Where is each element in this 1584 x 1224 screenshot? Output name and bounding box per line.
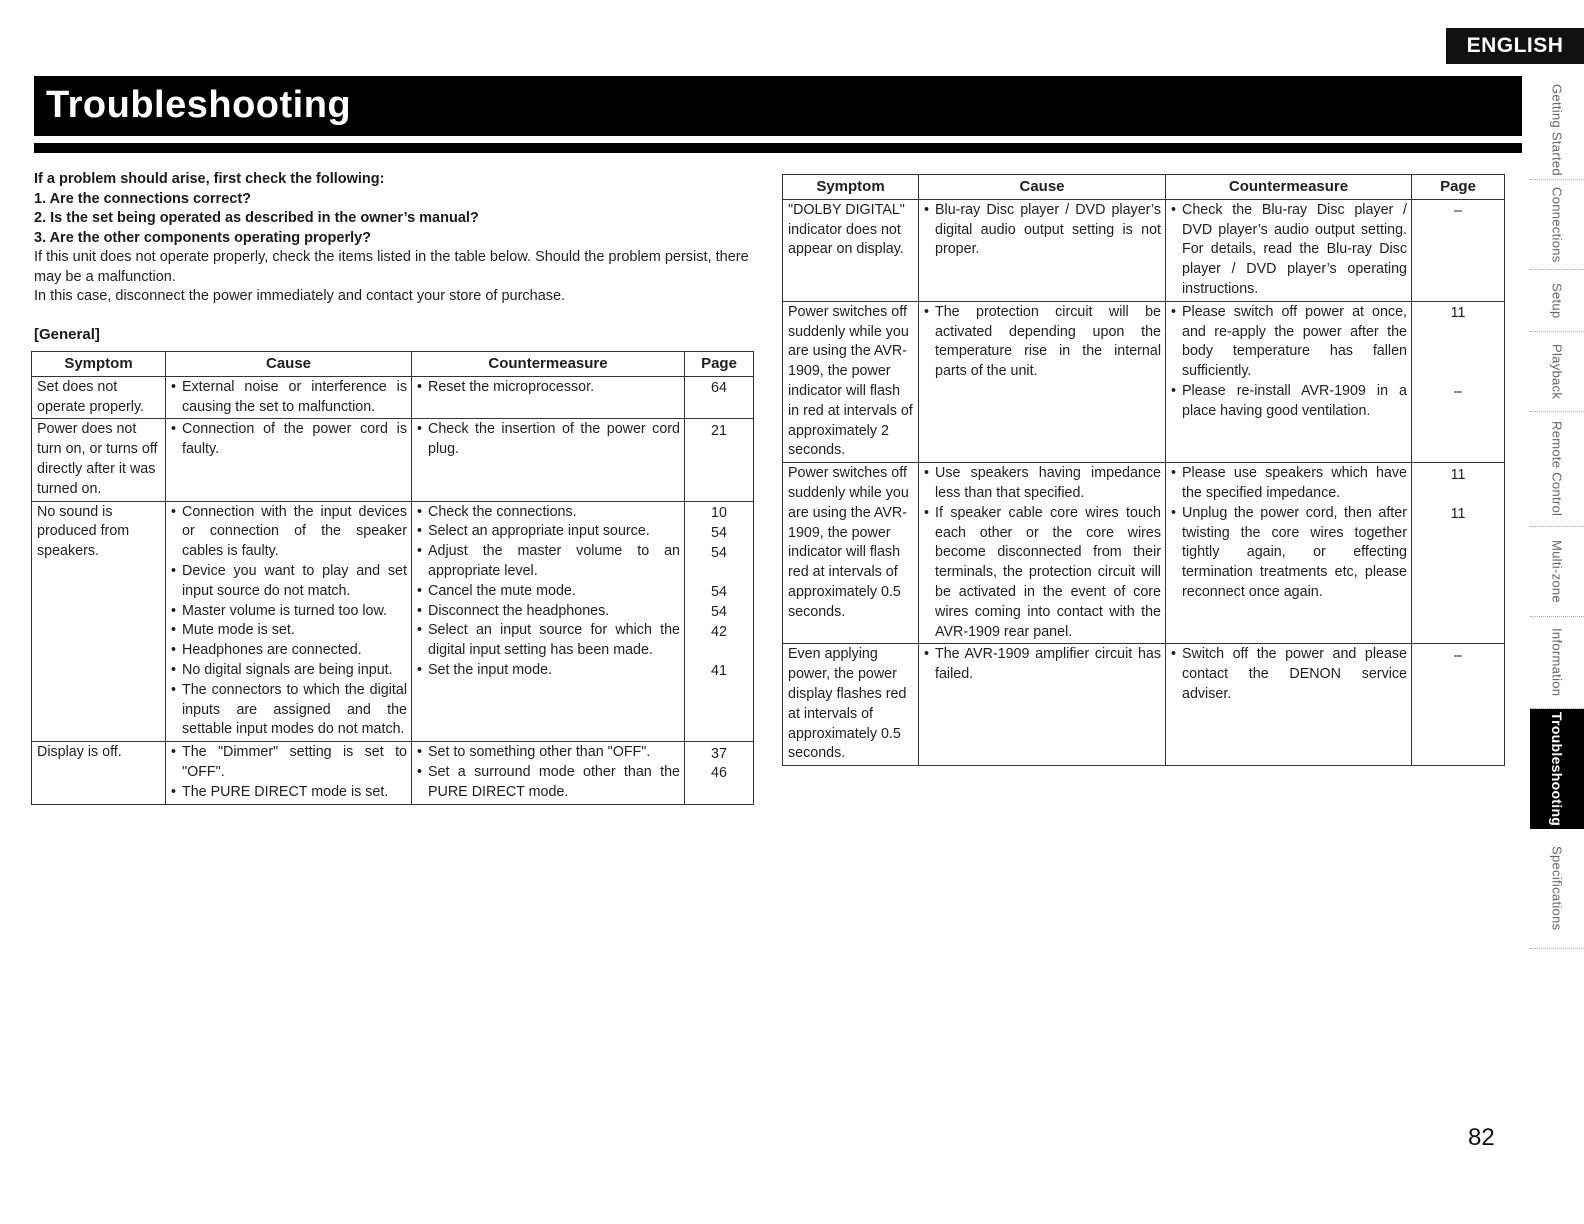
countermeasure-cell (412, 742, 685, 804)
page-cell (685, 501, 754, 742)
countermeasure-item: • Check the insertion of the power cord plug. (417, 420, 680, 460)
cause-cell (919, 463, 1166, 644)
nav-tab-specifications[interactable] (1530, 829, 1584, 949)
symptom-cell: Display is off. (32, 742, 166, 804)
cause-item: • Blu-ray Disc player / DVD player’s digital audio output setting is not proper. (924, 201, 1161, 260)
page-ref: – (1454, 384, 1462, 401)
cause-item: • Use speakers having impedance less than that specified. (924, 464, 1161, 504)
nav-tab-information[interactable] (1530, 617, 1584, 709)
page-ref: 11 (1450, 506, 1466, 523)
nav-tab-label: Setup (1549, 282, 1565, 319)
nav-tab-multi-zone[interactable] (1530, 527, 1584, 617)
page-ref: 42 (711, 623, 727, 640)
cause-item: • Master volume is turned too low. (171, 602, 407, 622)
page-ref: 21 (711, 422, 727, 439)
general-troubleshooting-table (31, 351, 754, 805)
nav-tab-label: Specifications (1549, 846, 1565, 931)
countermeasure-item: • Select an input source for which the digital input setting has been made. (417, 621, 680, 661)
countermeasure-item: • Adjust the master volume to an appropriate level. (417, 542, 680, 582)
countermeasure-item: • Set the input mode. (417, 661, 680, 681)
countermeasure-cell (1166, 301, 1412, 462)
nav-tab-label: Getting Started (1549, 83, 1565, 176)
symptom-cell: Set does not operate properly. (32, 376, 166, 419)
page-title: Troubleshooting (46, 84, 352, 126)
countermeasure-cell (412, 501, 685, 742)
page-cell (1412, 463, 1505, 644)
header-cause: Cause (919, 175, 1166, 200)
table-row (783, 199, 1505, 301)
language-tab[interactable]: ENGLISH (1446, 28, 1584, 64)
cause-cell (166, 501, 412, 742)
page-number: 82 (1468, 1124, 1495, 1151)
page-ref: 41 (711, 663, 727, 680)
cause-item: • Mute mode is set. (171, 621, 407, 641)
header-symptom: Symptom (32, 352, 166, 377)
cause-item: • Connection with the input devices or connection of the speaker cables is faulty. (171, 503, 407, 562)
page-ref: 46 (711, 765, 727, 782)
page-cell (1412, 199, 1505, 301)
troubleshooting-table-continued (782, 174, 1505, 766)
table-header-row (783, 175, 1505, 200)
table-row (783, 463, 1505, 644)
cause-item: • The "Dimmer" setting is set to "OFF". (171, 743, 407, 783)
countermeasure-cell (1166, 644, 1412, 766)
page-ref: 54 (711, 584, 727, 601)
countermeasure-item: • Unplug the power cord, then after twisting the core wires together tightly again, or effecting termination treatments etc, please reconnect once again. (1171, 504, 1407, 603)
page-ref: – (1454, 647, 1462, 664)
page-ref: 64 (711, 380, 727, 397)
symptom-cell: Even applying power, the power display flashes red at intervals of approximately 0.5 seconds. (783, 644, 919, 766)
countermeasure-item: • Please re-install AVR-1909 in a place having good ventilation. (1171, 382, 1407, 422)
page-cell (1412, 301, 1505, 462)
page-ref: 11 (1450, 305, 1466, 322)
intro-check: 3. Are the other components operating properly? (34, 229, 372, 246)
table-row (32, 501, 754, 742)
page-ref: 54 (711, 524, 727, 541)
cause-item: • External noise or interference is causing the set to malfunction. (171, 378, 407, 418)
table-row (32, 419, 754, 501)
nav-tab-remote-control[interactable] (1530, 412, 1584, 527)
cause-item: • The PURE DIRECT mode is set. (171, 783, 407, 803)
countermeasure-item: • Please use speakers which have the specified impedance. (1171, 464, 1407, 504)
countermeasure-item: • Cancel the mute mode. (417, 582, 680, 602)
header-page: Page (1412, 175, 1505, 200)
countermeasure-item: • Check the Blu-ray Disc player / DVD player’s audio output setting. For details, read the Blu-ray Disc player / DVD player’s operating instructions. (1171, 201, 1407, 300)
nav-tab-troubleshooting[interactable] (1530, 709, 1584, 829)
countermeasure-cell (412, 419, 685, 501)
nav-tab-connections[interactable] (1530, 180, 1584, 270)
table-header-row (32, 352, 754, 377)
cause-cell (166, 742, 412, 804)
countermeasure-cell (1166, 463, 1412, 644)
symptom-cell: "DOLBY DIGITAL" indicator does not appear on display. (783, 199, 919, 301)
nav-tab-getting-started[interactable] (1530, 80, 1584, 180)
cause-item: • The AVR-1909 amplifier circuit has failed. (924, 645, 1161, 685)
nav-tab-label: Information (1549, 628, 1565, 697)
intro-check: 1. Are the connections correct? (34, 190, 252, 207)
nav-tab-label: Playback (1549, 343, 1565, 400)
table-row (783, 644, 1505, 766)
countermeasure-item: • Select an appropriate input source. (417, 522, 680, 542)
intro-check: 2. Is the set being operated as described in the owner’s manual? (34, 210, 479, 226)
countermeasure-item: • Disconnect the headphones. (417, 602, 680, 622)
page-ref: 11 (1450, 466, 1466, 483)
cause-item: • The connectors to which the digital inputs are assigned and the settable input modes do not match. (171, 681, 407, 740)
table-row (32, 742, 754, 804)
page-cell (685, 419, 754, 501)
symptom-cell: Power does not turn on, or turns off directly after it was turned on. (32, 419, 166, 501)
table-row (783, 301, 1505, 462)
header-countermeasure: Countermeasure (1166, 175, 1412, 200)
header-page: Page (685, 352, 754, 377)
nav-tab-label: Remote Control (1549, 421, 1565, 517)
nav-tab-label: Troubleshooting (1549, 711, 1565, 827)
cause-item: • If speaker cable core wires touch each other or the core wires become disconnected from their terminals, the protection circuit will be activated in the event of core wires coming into contact with the AVR-1909 rear panel. (924, 504, 1161, 643)
page-ref: 10 (711, 505, 727, 522)
page-cell (685, 376, 754, 419)
intro-paragraph: In this case, disconnect the power immediately and contact your store of purchase. (34, 288, 566, 304)
cause-item: • Connection of the power cord is faulty. (171, 420, 407, 460)
page-cell (1412, 644, 1505, 766)
page-ref: 54 (711, 604, 727, 621)
countermeasure-item: • Switch off the power and please contact the DENON service adviser. (1171, 645, 1407, 704)
table-row (32, 376, 754, 419)
section-nav (1530, 80, 1584, 960)
cause-cell (919, 644, 1166, 766)
cause-item: • The protection circuit will be activated depending upon the temperature rise in the internal parts of the unit. (924, 303, 1161, 382)
cause-cell (166, 419, 412, 501)
header-cause: Cause (166, 352, 412, 377)
symptom-cell: Power switches off suddenly while you are using the AVR-1909, the power indicator will flash red at intervals of approximately 0.5 seconds. (783, 463, 919, 644)
header-symptom: Symptom (783, 175, 919, 200)
symptom-cell: Power switches off suddenly while you are using the AVR-1909, the power indicator will flash in red at intervals of approximately 2 seconds. (783, 301, 919, 462)
cause-cell (919, 199, 1166, 301)
cause-cell (166, 376, 412, 419)
title-bar (34, 76, 1522, 136)
page-ref: 54 (711, 544, 727, 561)
nav-tab-setup[interactable] (1530, 270, 1584, 332)
countermeasure-item: • Please switch off power at once, and re-apply the power after the body temperature has fallen sufficiently. (1171, 303, 1407, 382)
nav-tab-label: Connections (1549, 186, 1565, 263)
cause-cell (919, 301, 1166, 462)
countermeasure-item: • Check the connections. (417, 503, 680, 523)
cause-item: • Headphones are connected. (171, 641, 407, 661)
page-cell (685, 742, 754, 804)
countermeasure-cell (412, 376, 685, 419)
intro-paragraph: If this unit does not operate properly, check the items listed in the table below. Should the problem persist, there may be a malfunction. (34, 249, 749, 285)
section-label-general: [General] (34, 326, 100, 343)
countermeasure-item: • Reset the microprocessor. (417, 378, 680, 398)
intro-block (34, 170, 764, 307)
nav-tab-label: Multi-zone (1549, 540, 1565, 603)
cause-item: • No digital signals are being input. (171, 661, 407, 681)
header-countermeasure: Countermeasure (412, 352, 685, 377)
symptom-cell: No sound is produced from speakers. (32, 501, 166, 742)
cause-item: • Device you want to play and set input source do not match. (171, 562, 407, 602)
page-ref: – (1454, 203, 1462, 220)
intro-lead: If a problem should arise, first check the following: (34, 171, 385, 187)
countermeasure-item: • Set a surround mode other than the PURE DIRECT mode. (417, 763, 680, 803)
page-ref: 37 (711, 745, 727, 762)
countermeasure-item: • Set to something other than "OFF". (417, 743, 680, 763)
countermeasure-cell (1166, 199, 1412, 301)
nav-tab-playback[interactable] (1530, 332, 1584, 412)
title-divider (34, 143, 1522, 153)
